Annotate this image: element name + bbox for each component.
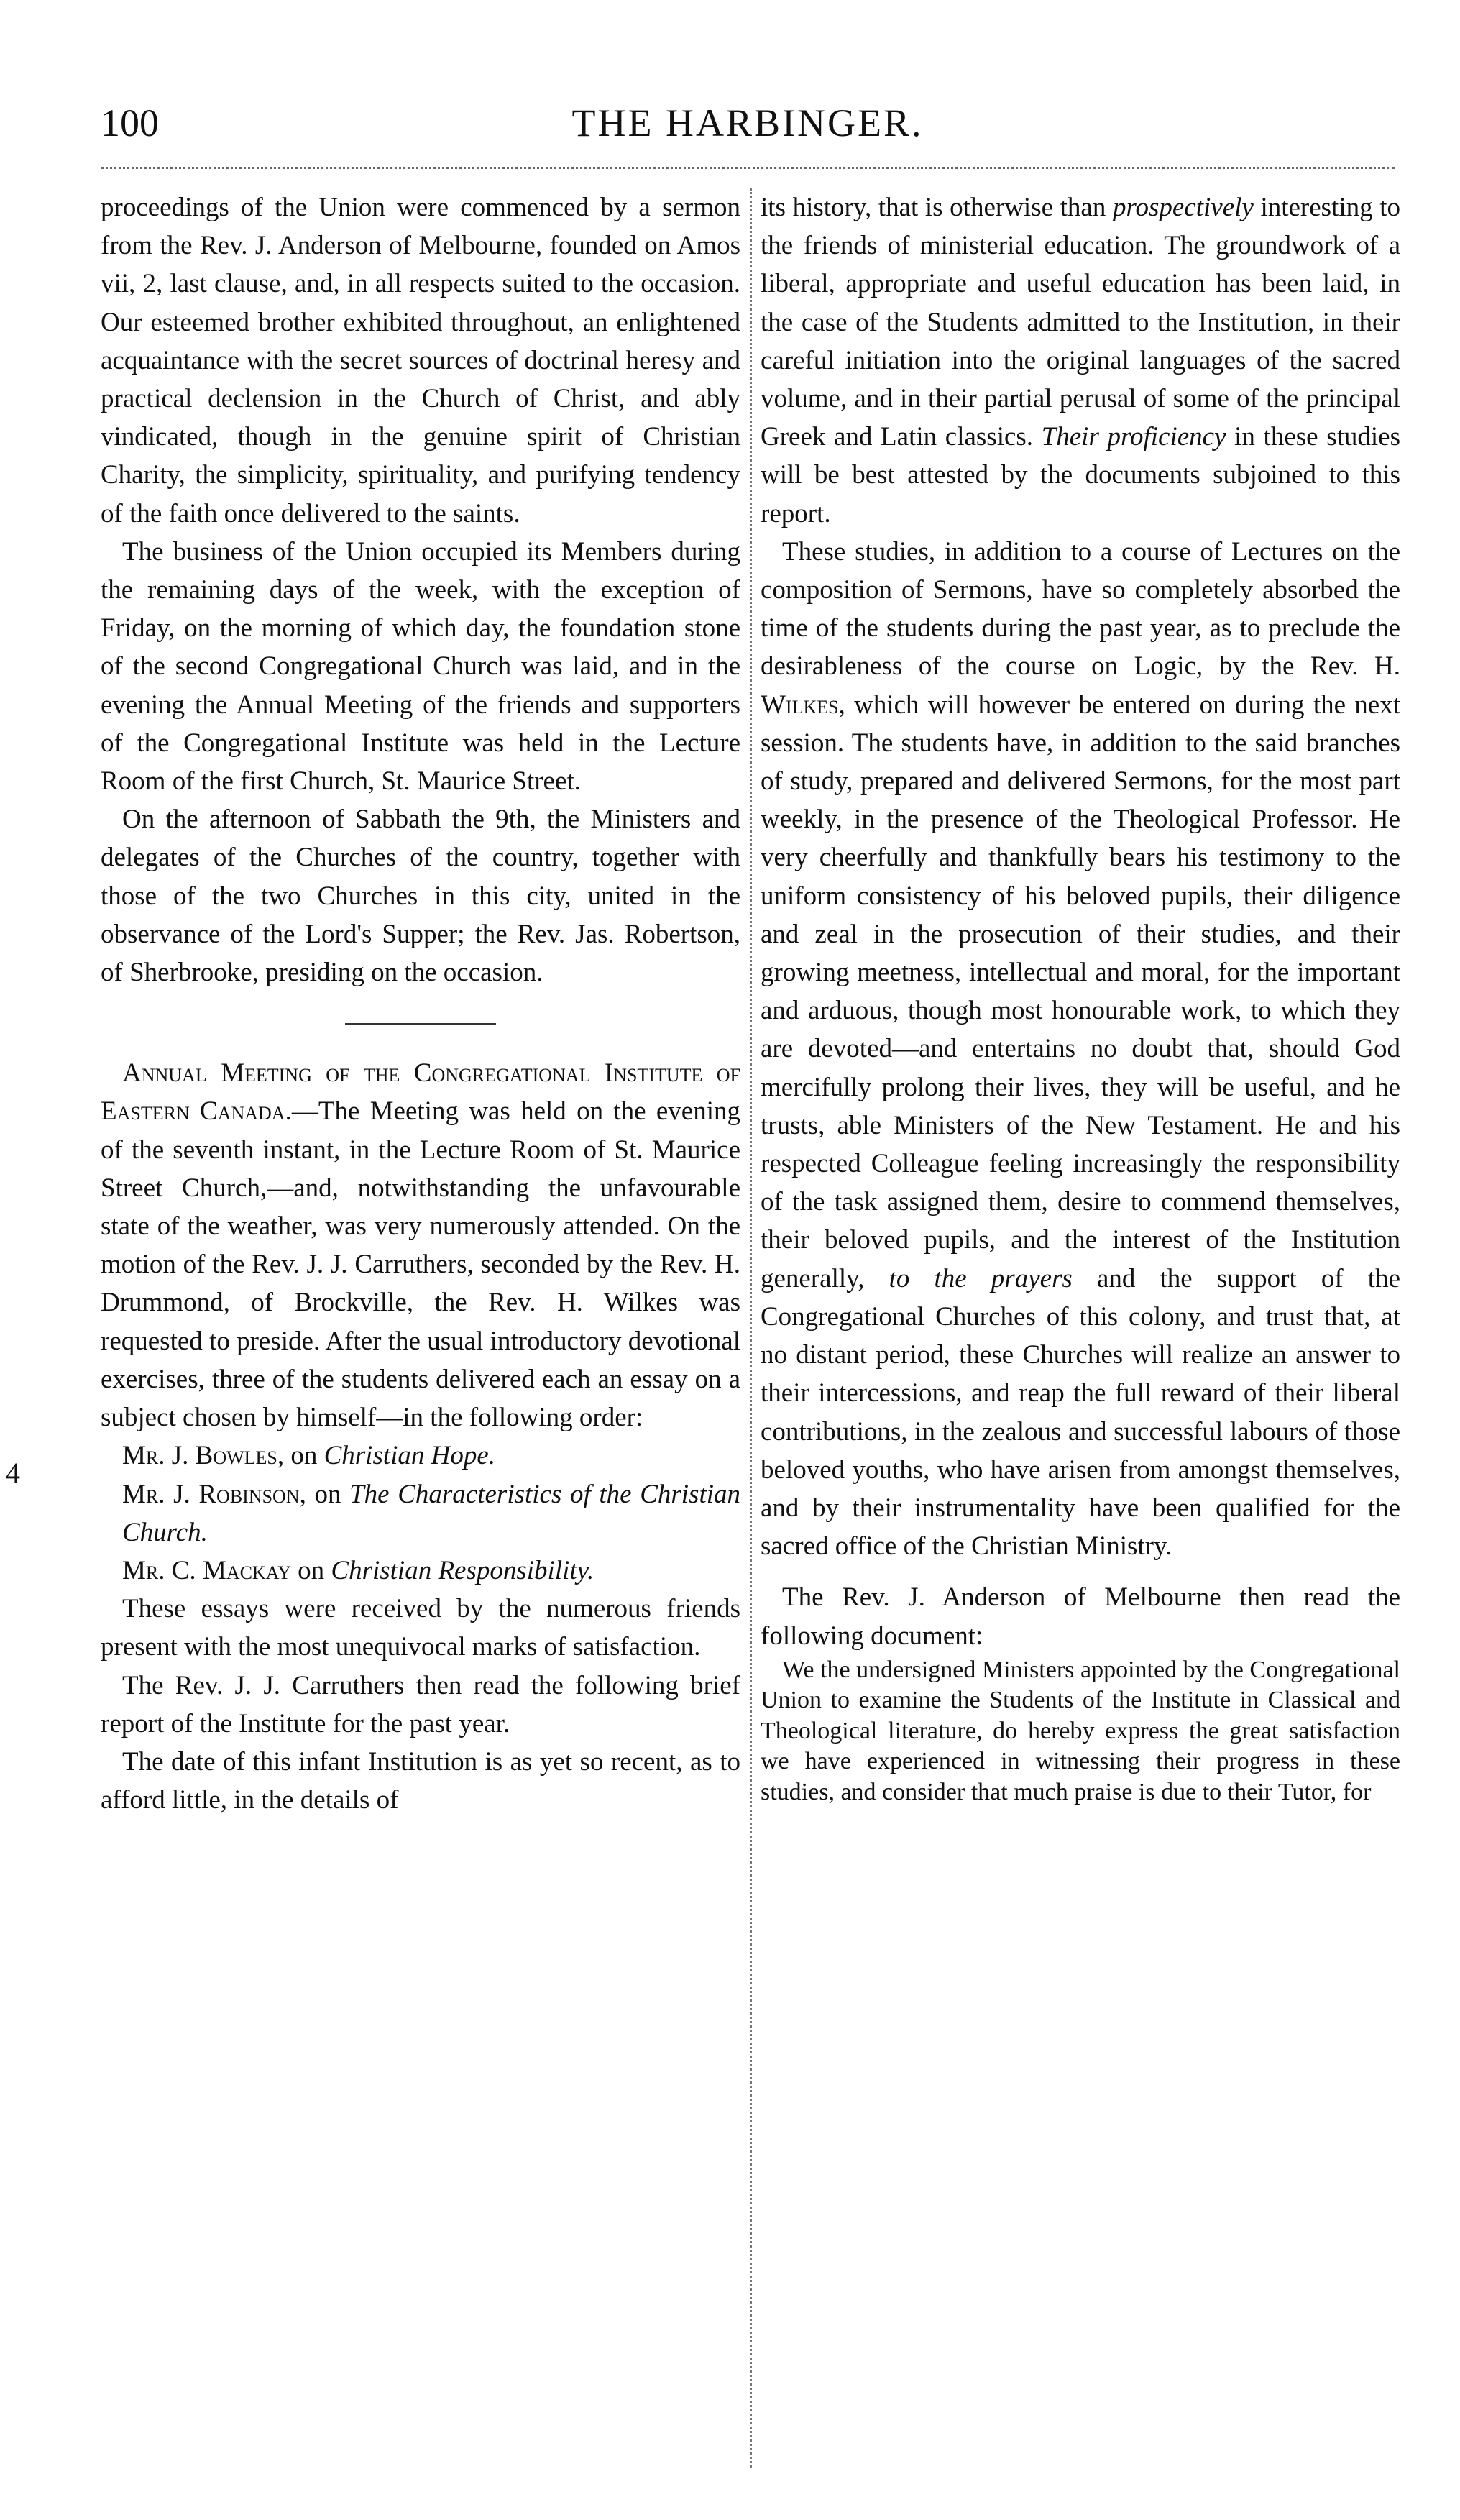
right-column (761, 188, 1400, 2496)
certificate-paragraph: We the undersigned Ministers appointed by the Congregational Union to examine the Students of the Institute in Classical and Theological literature, do hereby express the great satisfaction we have experienced in witnessing their progress in these studies, and consider that much praise is due to their Tutor, for (761, 1656, 1400, 1805)
section-divider (345, 1023, 496, 1025)
paragraph: proceedings of the Union were commenced by a sermon from the Rev. J. Anderson of Melbourne, founded on Amos vii, 2, last clause, and, in all respects suited to the occasion. Our esteemed brother exhibited throughout, an enlightened acquaintance with the secret sources of doctrinal heresy and practical declension in the Church of Christ, and ably vindicated, though in the genuine spirit of Christian Charity, the simplicity, spirituality, and purifying tendency of the faith once delivered to the saints. (101, 193, 740, 528)
running-title: THE HARBINGER. (571, 101, 924, 145)
paragraph: The Rev. J. Anderson of Melbourne then read the following document: (761, 1582, 1400, 1651)
paragraph: The Rev. J. J. Carruthers then read the following brief report of the Institute for the past year. (101, 1670, 740, 1738)
left-column (101, 188, 740, 2496)
paragraph: The business of the Union occupied its Members during the remaining days of the week, with the exception of Friday, on the morning of which day, the foundation stone of the second Congregational Church was laid, and in the evening the Annual Meeting of the friends and supporters of the Congregational Institute was held in the Lecture Room of the first Church, St. Maurice Street. (101, 536, 740, 797)
paragraph: These studies, in addition to a course of Lectures on the composition of Sermons, have so completely absorbed the time of the students during the past year, as to preclude the desirableness of the course on Logic, by the Rev. H. Wilkes, which will however be entered on during the next session. The students have, in addition to the said branches of study, prepared and delivered Sermons, for the most part weekly, in the presence of the Theological Professor. He very cheerfully and thankfully bears his testimony to the uniform consistency of his beloved pupils, their diligence and zeal in the prosecution of their studies, and their growing meetness, intellectual and moral, for the important and arduous, though most honourable work, to which they are devoted—and entertains no doubt that, should God mercifully prolong their lives, they will be useful, and he trusts, able Ministers of the New Testament. He and his respected Colleague feeling increasingly the responsibility of the task assigned them, desire to commend themselves, their beloved pupils, and the interest of the Institution generally, to the prayers and the support of the Congregational Churches of this colony, and trust that, at no distant period, these Churches will realize an answer to their intercessions, and reap the full reward of their liberal contributions, in the zealous and successful labours of those beloved youths, who have arisen from amongst themselves, and by their instrumentality have been qualified for the sacred office of the Christian Ministry. (761, 536, 1400, 1562)
column-divider (750, 188, 752, 2468)
section-paragraph: Annual Meeting of the Congregational Institute of Eastern Canada.—The Meeting was held on the evening of the seventh instant, in the Lecture Room of St. Maurice Street Church,—and, notwithstanding the unfavourable state of the weather, was very numerously attended. On the motion of the Rev. J. J. Carruthers, seconded by the Rev. H. Drummond, of Brockville, the Rev. H. Wilkes was requested to preside. After the usual introductory devotional exercises, three of the students delivered each an essay on a subject chosen by himself—in the following order: (101, 1058, 740, 1433)
essay-entry: Mr. C. Mackay on Christian Responsibility. (122, 1555, 594, 1585)
page-number: 100 (101, 101, 159, 145)
essay-entry: Mr. J. Bowles, on Christian Hope. (122, 1441, 496, 1471)
essay-entry: Mr. J. Robinson, on The Characteristics of the Christian Church. (122, 1479, 740, 1547)
paragraph: On the afternoon of Sabbath the 9th, the Ministers and delegates of the Churches of the country, together with those of the two Churches in this city, united in the observance of the Lord's Supper; the Rev. Jas. Robertson, of Sherbrooke, presiding on the occasion. (101, 805, 740, 988)
margin-mark: 4 (6, 1457, 20, 1489)
running-head (101, 101, 1395, 151)
header-rule (101, 167, 1395, 169)
paragraph: The date of this infant Institution is as yet so recent, as to afford little, in the details of (101, 1746, 740, 1815)
paragraph: These essays were received by the numerous friends present with the most unequivocal marks of satisfaction. (101, 1594, 740, 1662)
section-heading: Annual Meeting of the Congregational Institute of Eastern Canada. (101, 1058, 740, 1127)
paragraph: its history, that is otherwise than prospectively interesting to the friends of ministerial education. The groundwork of a liberal, appropriate and useful education has been laid, in the case of the Students admitted to the Institution, in their careful initiation into the original languages of the sacred volume, and in their partial perusal of some of the principal Greek and Latin classics. Their proficiency in these studies will be best attested by the documents subjoined to this report. (761, 193, 1400, 528)
